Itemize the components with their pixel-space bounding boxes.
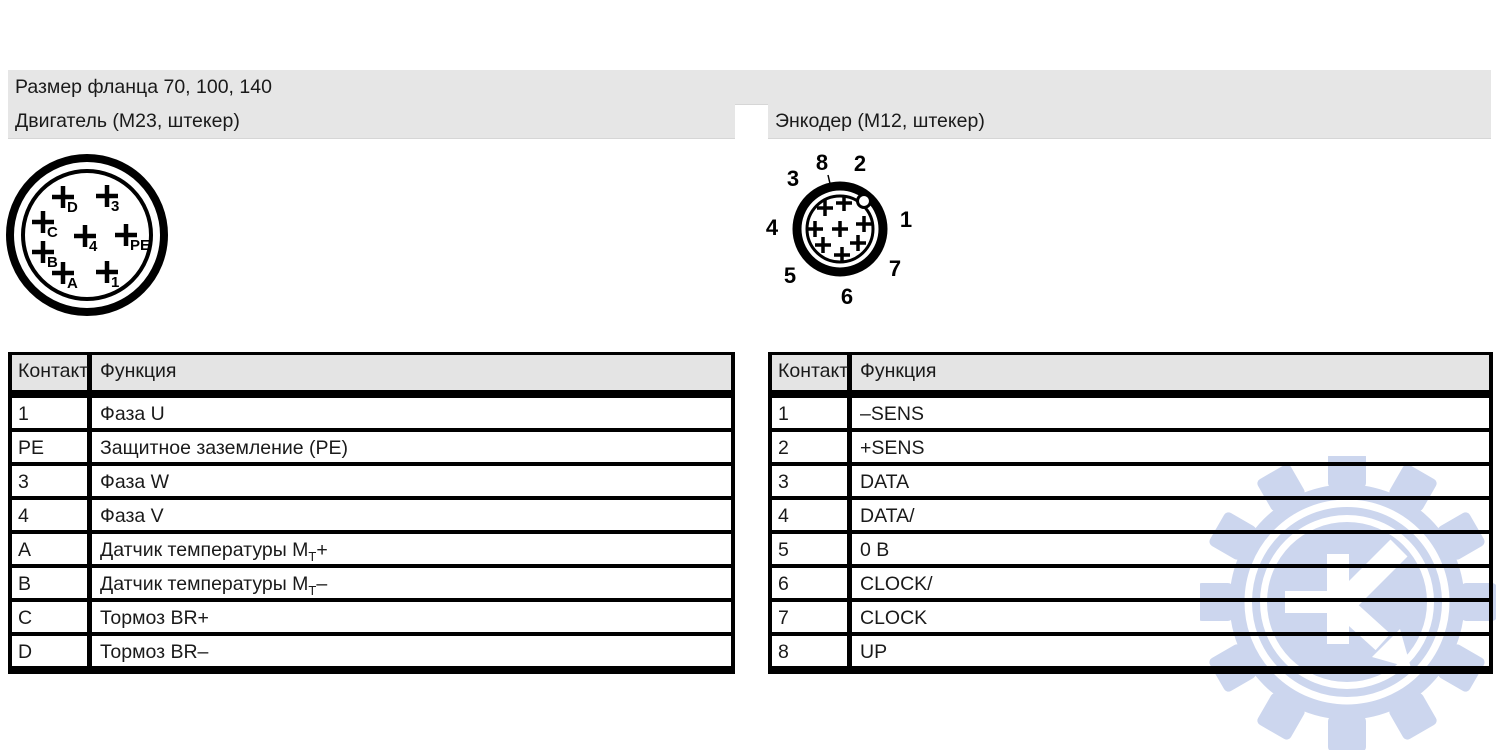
keyway-notch [858,195,871,208]
encoder-table-rows [772,398,1489,666]
pin-number: 7 [888,256,902,281]
encoder-title-bar [768,104,1491,139]
motor-table-rows [12,398,731,666]
table-row [772,398,1489,432]
motor-title-bar [8,104,735,139]
flange-size-bar [8,70,1491,105]
contact-column-header: Контакт [772,355,852,390]
table-row [12,500,731,534]
table-row [772,568,1489,602]
function-cell: 0 В [860,539,890,561]
contact-cell: D [12,636,92,666]
pin-number: 8 [815,150,829,175]
header-separator-bar [12,390,731,398]
table-row [12,636,731,666]
pin-label: D [67,199,78,216]
function-cell: Фаза U [100,403,165,425]
pin-label: B [47,254,58,271]
function-cell: UP [860,641,888,663]
contact-cell: 4 [12,500,92,530]
function-cell: DATA [860,471,910,493]
function-cell: Датчик температуры $M_T-$ [100,573,328,598]
contact-cell: C [12,602,92,632]
function-cell: Фаза V [100,505,164,527]
function-cell: CLOCK/ [860,573,933,595]
table-header-row [772,355,1489,390]
motor-pinout-table [8,352,735,674]
pin-label: 4 [89,238,98,255]
contact-cell: 1 [12,398,92,428]
contact-cell: 6 [772,568,852,598]
contact-cell: 4 [772,500,852,530]
contact-cell: A [12,534,92,564]
table-row [12,432,731,466]
function-cell: DATA/ [860,505,915,527]
pin-number: 2 [853,151,867,176]
contact-cell: 5 [772,534,852,564]
function-cell: Тормоз BR+ [100,607,209,629]
encoder-pinout-table [768,352,1493,674]
table-row [12,398,731,432]
pin-number: 5 [783,263,797,288]
pin-label: PE [130,237,151,254]
encoder-connector-diagram [740,140,940,320]
contact-column-header: Контакт [12,355,92,390]
table-row [12,466,731,500]
contact-cell: 7 [772,602,852,632]
pin-number: 6 [840,284,854,309]
function-column-header: Функция [860,360,937,382]
table-row [772,602,1489,636]
header-separator-bar [772,390,1489,398]
table-header-row [12,355,731,390]
pin-number: 1 [899,207,913,232]
table-row [772,466,1489,500]
contact-cell: B [12,568,92,598]
flange-size-text: Размер фланца 70, 100, 140 [15,75,272,98]
contact-cell: 2 [772,432,852,462]
contact-cell: 3 [12,466,92,496]
function-cell: Датчик температуры $M_T+$ [100,539,328,564]
contact-cell: 1 [772,398,852,428]
function-cell: –SENS [860,403,924,425]
pin-label: 3 [111,198,120,215]
table-row [12,534,731,568]
motor-title-text: Двигатель (M23, штекер) [15,109,240,132]
motor-connector-diagram [0,148,180,328]
table-row [772,636,1489,666]
encoder-title-text: Энкодер (M12, штекер) [775,109,985,132]
contact-cell: 8 [772,636,852,666]
contact-cell: 3 [772,466,852,496]
function-cell: Тормоз BR– [100,641,209,663]
pin-number: 3 [786,166,800,191]
table-row [12,602,731,636]
table-row [12,568,731,602]
table-row [772,500,1489,534]
function-cell: CLOCK [860,607,928,629]
function-cell: +SENS [860,437,925,459]
pin-number: 4 [765,215,779,240]
table-row [772,534,1489,568]
function-cell: Защитное заземление (PE) [100,437,349,459]
pin-label: A [67,275,78,292]
function-column-header: Функция [100,360,177,382]
pin-label: C [47,224,58,241]
contact-cell: PE [12,432,92,462]
pin-label: 1 [111,274,120,291]
function-cell: Фаза W [100,471,170,493]
table-row [772,432,1489,466]
